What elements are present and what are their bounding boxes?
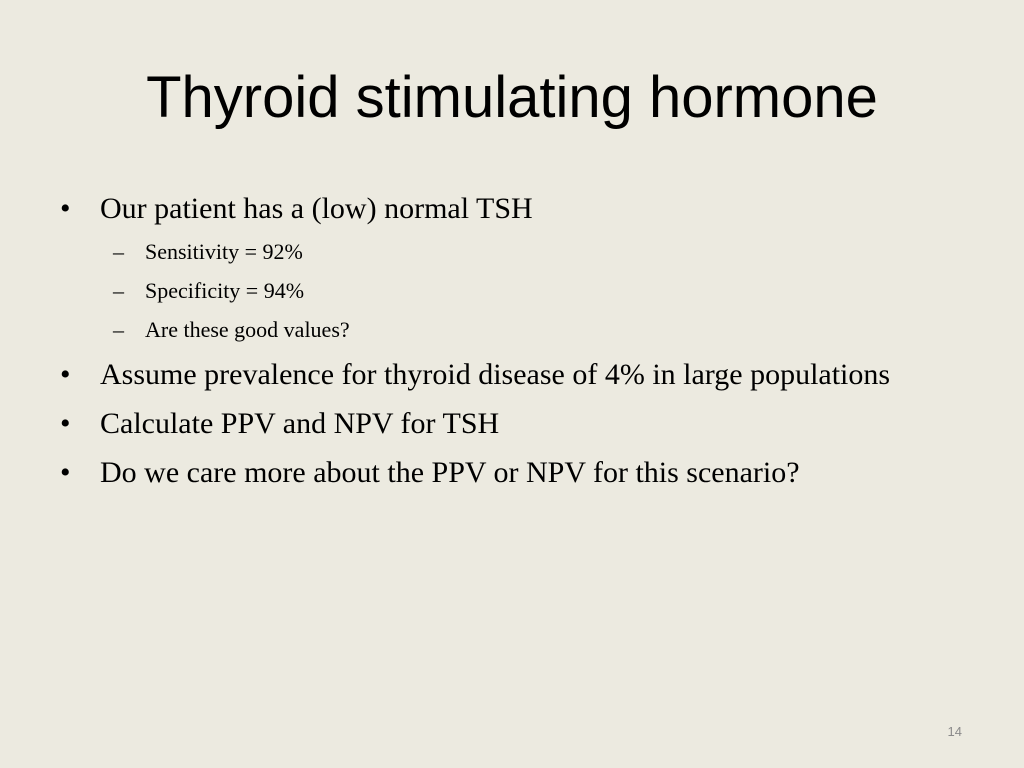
sub-bullet-item [60, 276, 940, 306]
bullet-text: Our patient has a (low) normal TSH [100, 192, 533, 225]
bullet-text: Assume prevalence for thyroid disease of 4% in large populations [100, 358, 891, 391]
bullet-item [60, 188, 940, 229]
sub-bullet-text: Sensitivity = 92% [145, 239, 303, 264]
bullet-text: Calculate PPV and NPV for TSH [100, 407, 500, 440]
dash-icon: – [113, 239, 124, 264]
slide-title: Thyroid stimulating hormone [146, 65, 878, 130]
bullet-icon: • [60, 192, 71, 225]
bullet-icon: • [60, 358, 71, 391]
bullet-icon: • [60, 407, 71, 440]
sub-bullet-item [60, 315, 940, 345]
dash-icon: – [113, 278, 124, 303]
bullet-item [60, 403, 940, 444]
sub-bullet-list [60, 237, 940, 345]
sub-bullet-text: Specificity = 94% [145, 278, 305, 303]
bullet-item [60, 354, 940, 395]
page-number: 14 [947, 724, 962, 739]
sub-bullet-text: Are these good values? [145, 317, 350, 342]
bullet-icon: • [60, 456, 71, 489]
bullet-text: Do we care more about the PPV or NPV for this scenario? [100, 456, 800, 489]
slide-body [60, 188, 940, 501]
sub-bullet-item [60, 237, 940, 267]
bullet-item [60, 452, 940, 493]
dash-icon: – [113, 317, 124, 342]
